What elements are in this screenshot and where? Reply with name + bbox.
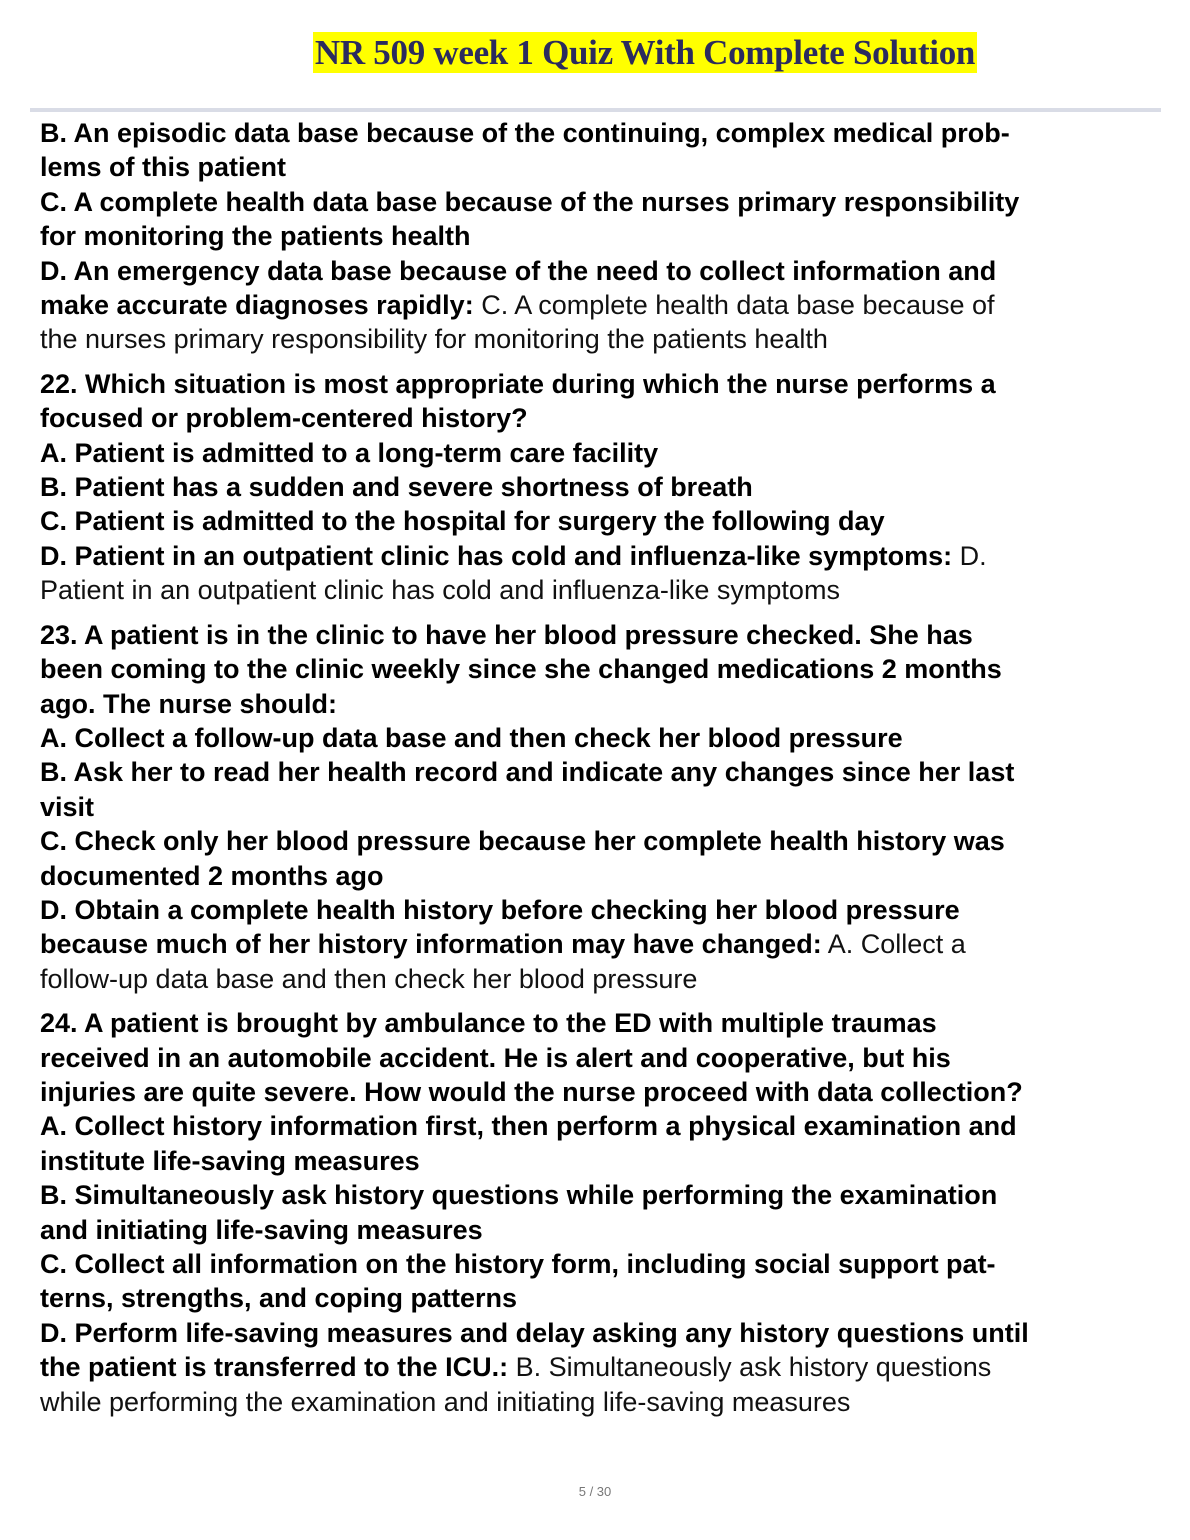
question-text: been coming to the clinic weekly since she changed medications 2 months (40, 654, 1002, 685)
answer-text: D. (952, 540, 987, 571)
question-text: because much of her history information may have changed: (40, 929, 822, 960)
question-text: D. Patient in an outpatient clinic has cold and influenza-like symptoms: (40, 540, 953, 571)
document-body (40, 116, 1170, 1429)
document-title: NR 509 week 1 Quiz With Complete Solution (314, 33, 976, 72)
text-line (40, 790, 1170, 824)
text-line (40, 219, 1170, 253)
question-text: A. Collect a follow-up data base and then check her blood pressure (40, 722, 903, 753)
text-line (40, 288, 1170, 322)
answer-text: while performing the examination and initiating life-saving measures (40, 1386, 851, 1417)
text-line (40, 116, 1170, 150)
text-line (40, 573, 1170, 607)
question-text: B. Simultaneously ask history questions while performing the examination (40, 1180, 998, 1211)
question-text: 23. A patient is in the clinic to have her blood pressure checked. She has (40, 619, 973, 650)
question-text: C. Patient is admitted to the hospital for surgery the following day (40, 506, 885, 537)
text-line (40, 1213, 1170, 1247)
question-text: D. An emergency data base because of the need to collect information and (40, 255, 997, 286)
text-line (40, 893, 1170, 927)
question-text: D. Perform life-saving measures and delay asking any history questions until (40, 1317, 1029, 1348)
text-line (40, 1041, 1170, 1075)
answer-text: C. A complete health data base because of (473, 290, 995, 321)
text-line (40, 1075, 1170, 1109)
text-line (40, 254, 1170, 288)
answer-text: the nurses primary responsibility for monitoring the patients health (40, 324, 828, 355)
text-line (40, 1350, 1170, 1384)
text-line (40, 962, 1170, 996)
text-line (40, 1178, 1170, 1212)
text-line (40, 687, 1170, 721)
question-text: C. Check only her blood pressure because her complete health history was (40, 826, 1005, 857)
question-text: 22. Which situation is most appropriate during which the nurse performs a (40, 368, 996, 399)
question-text: make accurate diagnoses rapidly: (40, 290, 474, 321)
title-wrapper (0, 32, 1190, 73)
answer-text: Patient in an outpatient clinic has cold and influenza-like symptoms (40, 575, 840, 606)
text-line (40, 1316, 1170, 1350)
page-number: 5 / 30 (578, 1484, 612, 1499)
question-text: B. An episodic data base because of the continuing, complex medical prob- (40, 118, 1010, 148)
question-text: ago. The nurse should: (40, 688, 338, 719)
text-line (40, 322, 1170, 356)
text-line (40, 824, 1170, 858)
question-text: and initiating life-saving measures (40, 1214, 483, 1245)
question-text: C. A complete health data base because of the nurses primary responsibility (40, 186, 1020, 217)
question-text: 24. A patient is brought by ambulance to the ED with multiple traumas (40, 1008, 937, 1039)
text-line (40, 1385, 1170, 1419)
text-line (40, 470, 1170, 504)
answer-text: follow-up data base and then check her blood pressure (40, 963, 698, 994)
text-line (40, 436, 1170, 470)
question-text: A. Patient is admitted to a long-term care facility (40, 437, 659, 468)
text-line (40, 1109, 1170, 1143)
question-text: B. Patient has a sudden and severe shortness of breath (40, 472, 753, 503)
text-line (40, 859, 1170, 893)
answer-text: B. Simultaneously ask history questions (508, 1352, 992, 1383)
question-text: for monitoring the patients health (40, 221, 471, 252)
text-line (40, 618, 1170, 652)
question-text: A. Collect history information first, then perform a physical examination and (40, 1111, 1017, 1142)
question-text: D. Obtain a complete health history before checking her blood pressure (40, 894, 960, 925)
question-block (40, 1006, 1170, 1419)
question-text: the patient is transferred to the ICU.: (40, 1352, 509, 1383)
question-text: C. Collect all information on the history form, including social support pat- (40, 1249, 996, 1279)
text-line (40, 1247, 1170, 1281)
text-line (40, 150, 1170, 184)
question-text: B. Ask her to read her health record and indicate any changes since her last (40, 757, 1015, 788)
question-text: focused or problem-centered history? (40, 403, 528, 434)
text-line (40, 1144, 1170, 1178)
text-line (40, 755, 1170, 789)
question-text: documented 2 months ago (40, 860, 384, 891)
text-line (40, 185, 1170, 219)
question-text: visit (40, 791, 95, 822)
header-divider (30, 108, 1161, 112)
text-line (40, 721, 1170, 755)
text-line (40, 1281, 1170, 1315)
text-line (40, 927, 1170, 961)
text-line (40, 652, 1170, 686)
text-line (40, 504, 1170, 538)
question-text: institute life-saving measures (40, 1145, 420, 1176)
text-line (40, 401, 1170, 435)
text-line (40, 539, 1170, 573)
question-text: received in an automobile accident. He is alert and cooperative, but his (40, 1042, 951, 1073)
text-line (40, 367, 1170, 401)
question-block (40, 618, 1170, 996)
question-block (40, 116, 1170, 357)
question-block (40, 367, 1170, 608)
question-text: injuries are quite severe. How would the nurse proceed with data collection? (40, 1076, 1023, 1107)
text-line (40, 1006, 1170, 1040)
question-text: terns, strengths, and coping patterns (40, 1283, 518, 1314)
question-text: lems of this patient (40, 152, 287, 183)
answer-text: A. Collect a (821, 929, 966, 960)
